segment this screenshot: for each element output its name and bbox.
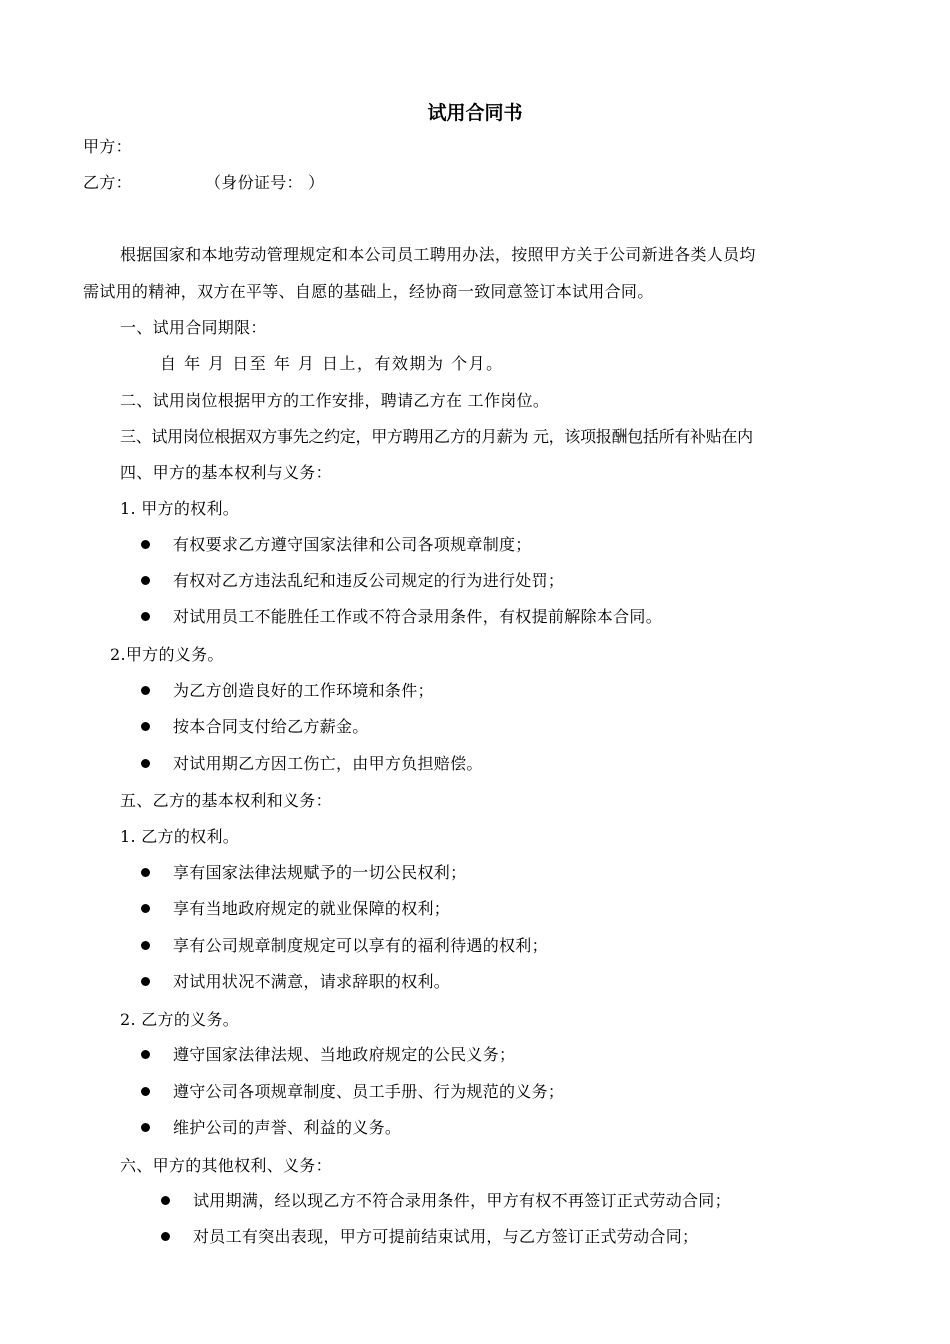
list-item: 试用期满，经以现乙方不符合录用条件，甲方有权不再签订正式劳动合同；	[193, 1191, 731, 1210]
list-item: 对员工有突出表现，甲方可提前结束试用，与乙方签订正式劳动合同；	[193, 1227, 699, 1246]
section-2-position: 二、试用岗位根据甲方的工作安排，聘请乙方在 工作岗位。	[120, 391, 550, 410]
section-3-salary: 三、试用岗位根据双方事先之约定，甲方聘用乙方的月薪为 元，该项报酬包括所有补贴在内	[120, 427, 753, 446]
bullet-icon	[141, 941, 150, 950]
party-a-duties-heading: 2.甲方的义务。	[110, 645, 224, 664]
list-item: 享有国家法律法规赋予的一切公民权利；	[173, 863, 467, 882]
party-b-id-field: （身份证号： ）	[205, 173, 325, 192]
bullet-icon	[141, 759, 150, 768]
bullet-icon	[141, 1050, 150, 1059]
bullet-icon	[141, 612, 150, 621]
list-item: 享有公司规章制度规定可以享有的福利待遇的权利；	[173, 936, 548, 955]
list-item: 为乙方创造良好的工作环境和条件；	[173, 681, 434, 700]
party-b-rights-heading: 1. 乙方的权利。	[120, 827, 240, 846]
bullet-icon	[141, 576, 150, 585]
bullet-icon	[141, 1123, 150, 1132]
bullet-icon	[141, 722, 150, 731]
party-b-duties-heading: 2. 乙方的义务。	[120, 1010, 240, 1029]
party-b-label: 乙方：	[83, 173, 132, 192]
bullet-icon	[141, 977, 150, 986]
section-1-heading: 一、试用合同期限：	[120, 318, 267, 337]
list-item: 有权要求乙方遵守国家法律和公司各项规章制度；	[173, 535, 532, 554]
list-item: 按本合同支付给乙方薪金。	[173, 717, 369, 736]
intro-paragraph-line-2: 需试用的精神，双方在平等、自愿的基础上，经协商一致同意签订本试用合同。	[83, 282, 654, 301]
party-a-label: 甲方：	[83, 137, 132, 156]
bullet-icon	[141, 686, 150, 695]
list-item: 对试用状况不满意，请求辞职的权利。	[173, 972, 451, 991]
bullet-icon	[141, 904, 150, 913]
document-title: 试用合同书	[427, 102, 523, 124]
bullet-icon	[141, 540, 150, 549]
section-4-heading: 四、甲方的基本权利与义务：	[120, 463, 332, 482]
bullet-icon	[161, 1196, 170, 1205]
list-item: 有权对乙方违法乱纪和违反公司规定的行为进行处罚；	[173, 571, 565, 590]
bullet-icon	[161, 1232, 170, 1241]
section-1-term: 自 年 月 日至 年 月 日上，有效期为 个月。	[160, 354, 504, 373]
intro-paragraph-line-1: 根据国家和本地劳动管理规定和本公司员工聘用办法，按照甲方关于公司新进各类人员均	[120, 245, 756, 264]
section-5-heading: 五、乙方的基本权利和义务：	[120, 791, 332, 810]
bullet-icon	[141, 1087, 150, 1096]
list-item: 遵守国家法律法规、当地政府规定的公民义务；	[173, 1045, 516, 1064]
list-item: 享有当地政府规定的就业保障的权利；	[173, 899, 451, 918]
section-6-heading: 六、甲方的其他权利、义务：	[120, 1156, 332, 1175]
list-item: 维护公司的声誉、利益的义务。	[173, 1118, 402, 1137]
bullet-icon	[141, 868, 150, 877]
list-item: 遵守公司各项规章制度、员工手册、行为规范的义务；	[173, 1082, 565, 1101]
list-item: 对试用员工不能胜任工作或不符合录用条件，有权提前解除本合同。	[173, 607, 663, 626]
list-item: 对试用期乙方因工伤亡，由甲方负担赔偿。	[173, 754, 483, 773]
party-a-rights-heading: 1. 甲方的权利。	[120, 499, 240, 518]
